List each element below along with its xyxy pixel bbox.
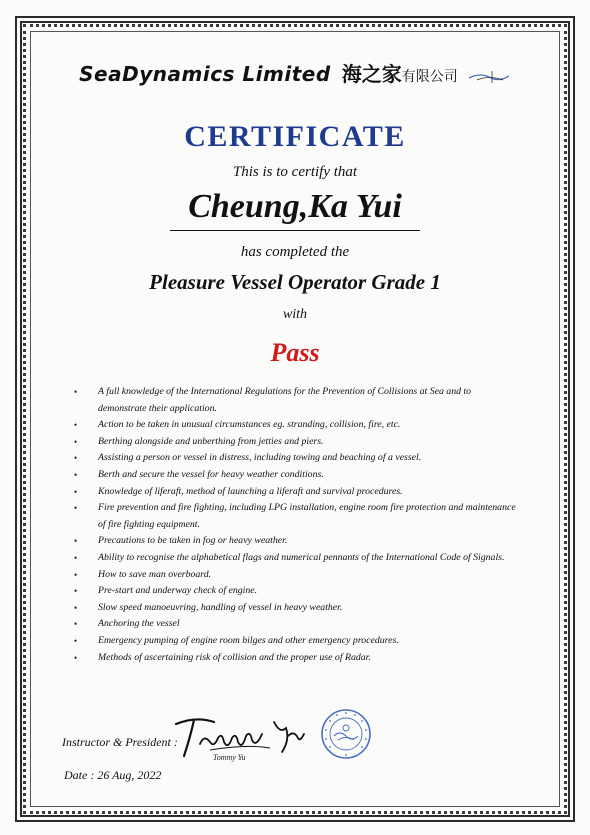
competency-item: • Assisting a person or vessel in distress, including towing and beaching of a vessel. [66, 450, 520, 467]
bullet-icon: • [74, 569, 78, 580]
company-header [0, 58, 590, 87]
certify-text: This is to certify that [232, 164, 358, 180]
instructor-label: Instructor & President : [62, 735, 178, 749]
competency-item: • Slow speed manoeuvring, handling of vessel in heavy weather. [66, 600, 520, 617]
competency-list [66, 384, 520, 666]
competency-item: • Anchoring the vessel [66, 616, 520, 633]
competency-item: • Precautions to be taken in fog or heavy weather. [66, 533, 520, 550]
bullet-icon: • [74, 387, 78, 397]
competency-item: • Knowledge of liferaft, method of launching a liferaft and survival procedures. [66, 484, 520, 501]
competency-item: • Fire prevention and fire fighting, including LPG installation, engine room fire protection and maintenance of fire fighting equipment. [74, 502, 516, 530]
issue-date: Date : 26 Aug, 2022 [64, 768, 162, 782]
bullet-icon: • [74, 536, 78, 547]
bullet-icon: • [74, 602, 78, 613]
signer-name: Tommy Yu [213, 753, 246, 762]
course-name: Pleasure Vessel Operator Grade 1 [149, 270, 441, 294]
certificate-title: CERTIFICATE [184, 120, 406, 153]
competency-item: • Berthing alongside and unberthing from jetties and piers. [66, 434, 520, 451]
bullet-icon: • [74, 635, 78, 646]
company-name-chinese: 海之家 [341, 62, 402, 86]
competency-item: • Ability to recognise the alphabetical flags and numerical pennants of the International Code of Signals. [66, 550, 520, 567]
bullet-icon: • [74, 503, 78, 514]
bullet-icon: • [74, 420, 78, 431]
result-grade: Pass [270, 338, 320, 367]
bullet-icon: • [74, 586, 78, 597]
competency-item: • Berth and secure the vessel for heavy weather conditions. [66, 467, 520, 484]
competency-item: • A full knowledge of the International Regulations for the Prevention of Collisions at Sea and to demonstrate their application. [74, 386, 472, 414]
completed-text: has completed the [240, 244, 350, 260]
bullet-icon: • [74, 436, 78, 447]
competency-item: • Emergency pumping of engine room bilges and other emergency procedures. [66, 633, 520, 650]
competency-item: • How to save man overboard. [66, 567, 520, 584]
recipient-underline [170, 230, 420, 231]
company-name-chinese-suffix: 有限公司 [401, 69, 458, 85]
bullet-icon: • [74, 486, 78, 497]
bullet-icon: • [74, 552, 78, 563]
bullet-icon: • [74, 453, 78, 464]
company-name: SeaDynamics Limited [79, 62, 331, 86]
with-text: with [282, 307, 308, 322]
company-seal-stamp [320, 708, 372, 760]
competency-item: • Action to be taken in unusual circumstances eg. stranding, collision, fire, etc. [66, 417, 520, 434]
bullet-icon: • [74, 469, 78, 480]
recipient-name: Cheung,Ka Yui [188, 188, 402, 225]
company-logo-icon [467, 69, 511, 85]
bullet-icon: • [74, 619, 78, 630]
competency-item: • Pre-start and underway check of engine. [66, 583, 520, 600]
competency-item: • Methods of ascertaining risk of collision and the proper use of Radar. [66, 650, 520, 667]
bullet-icon: • [74, 652, 78, 663]
